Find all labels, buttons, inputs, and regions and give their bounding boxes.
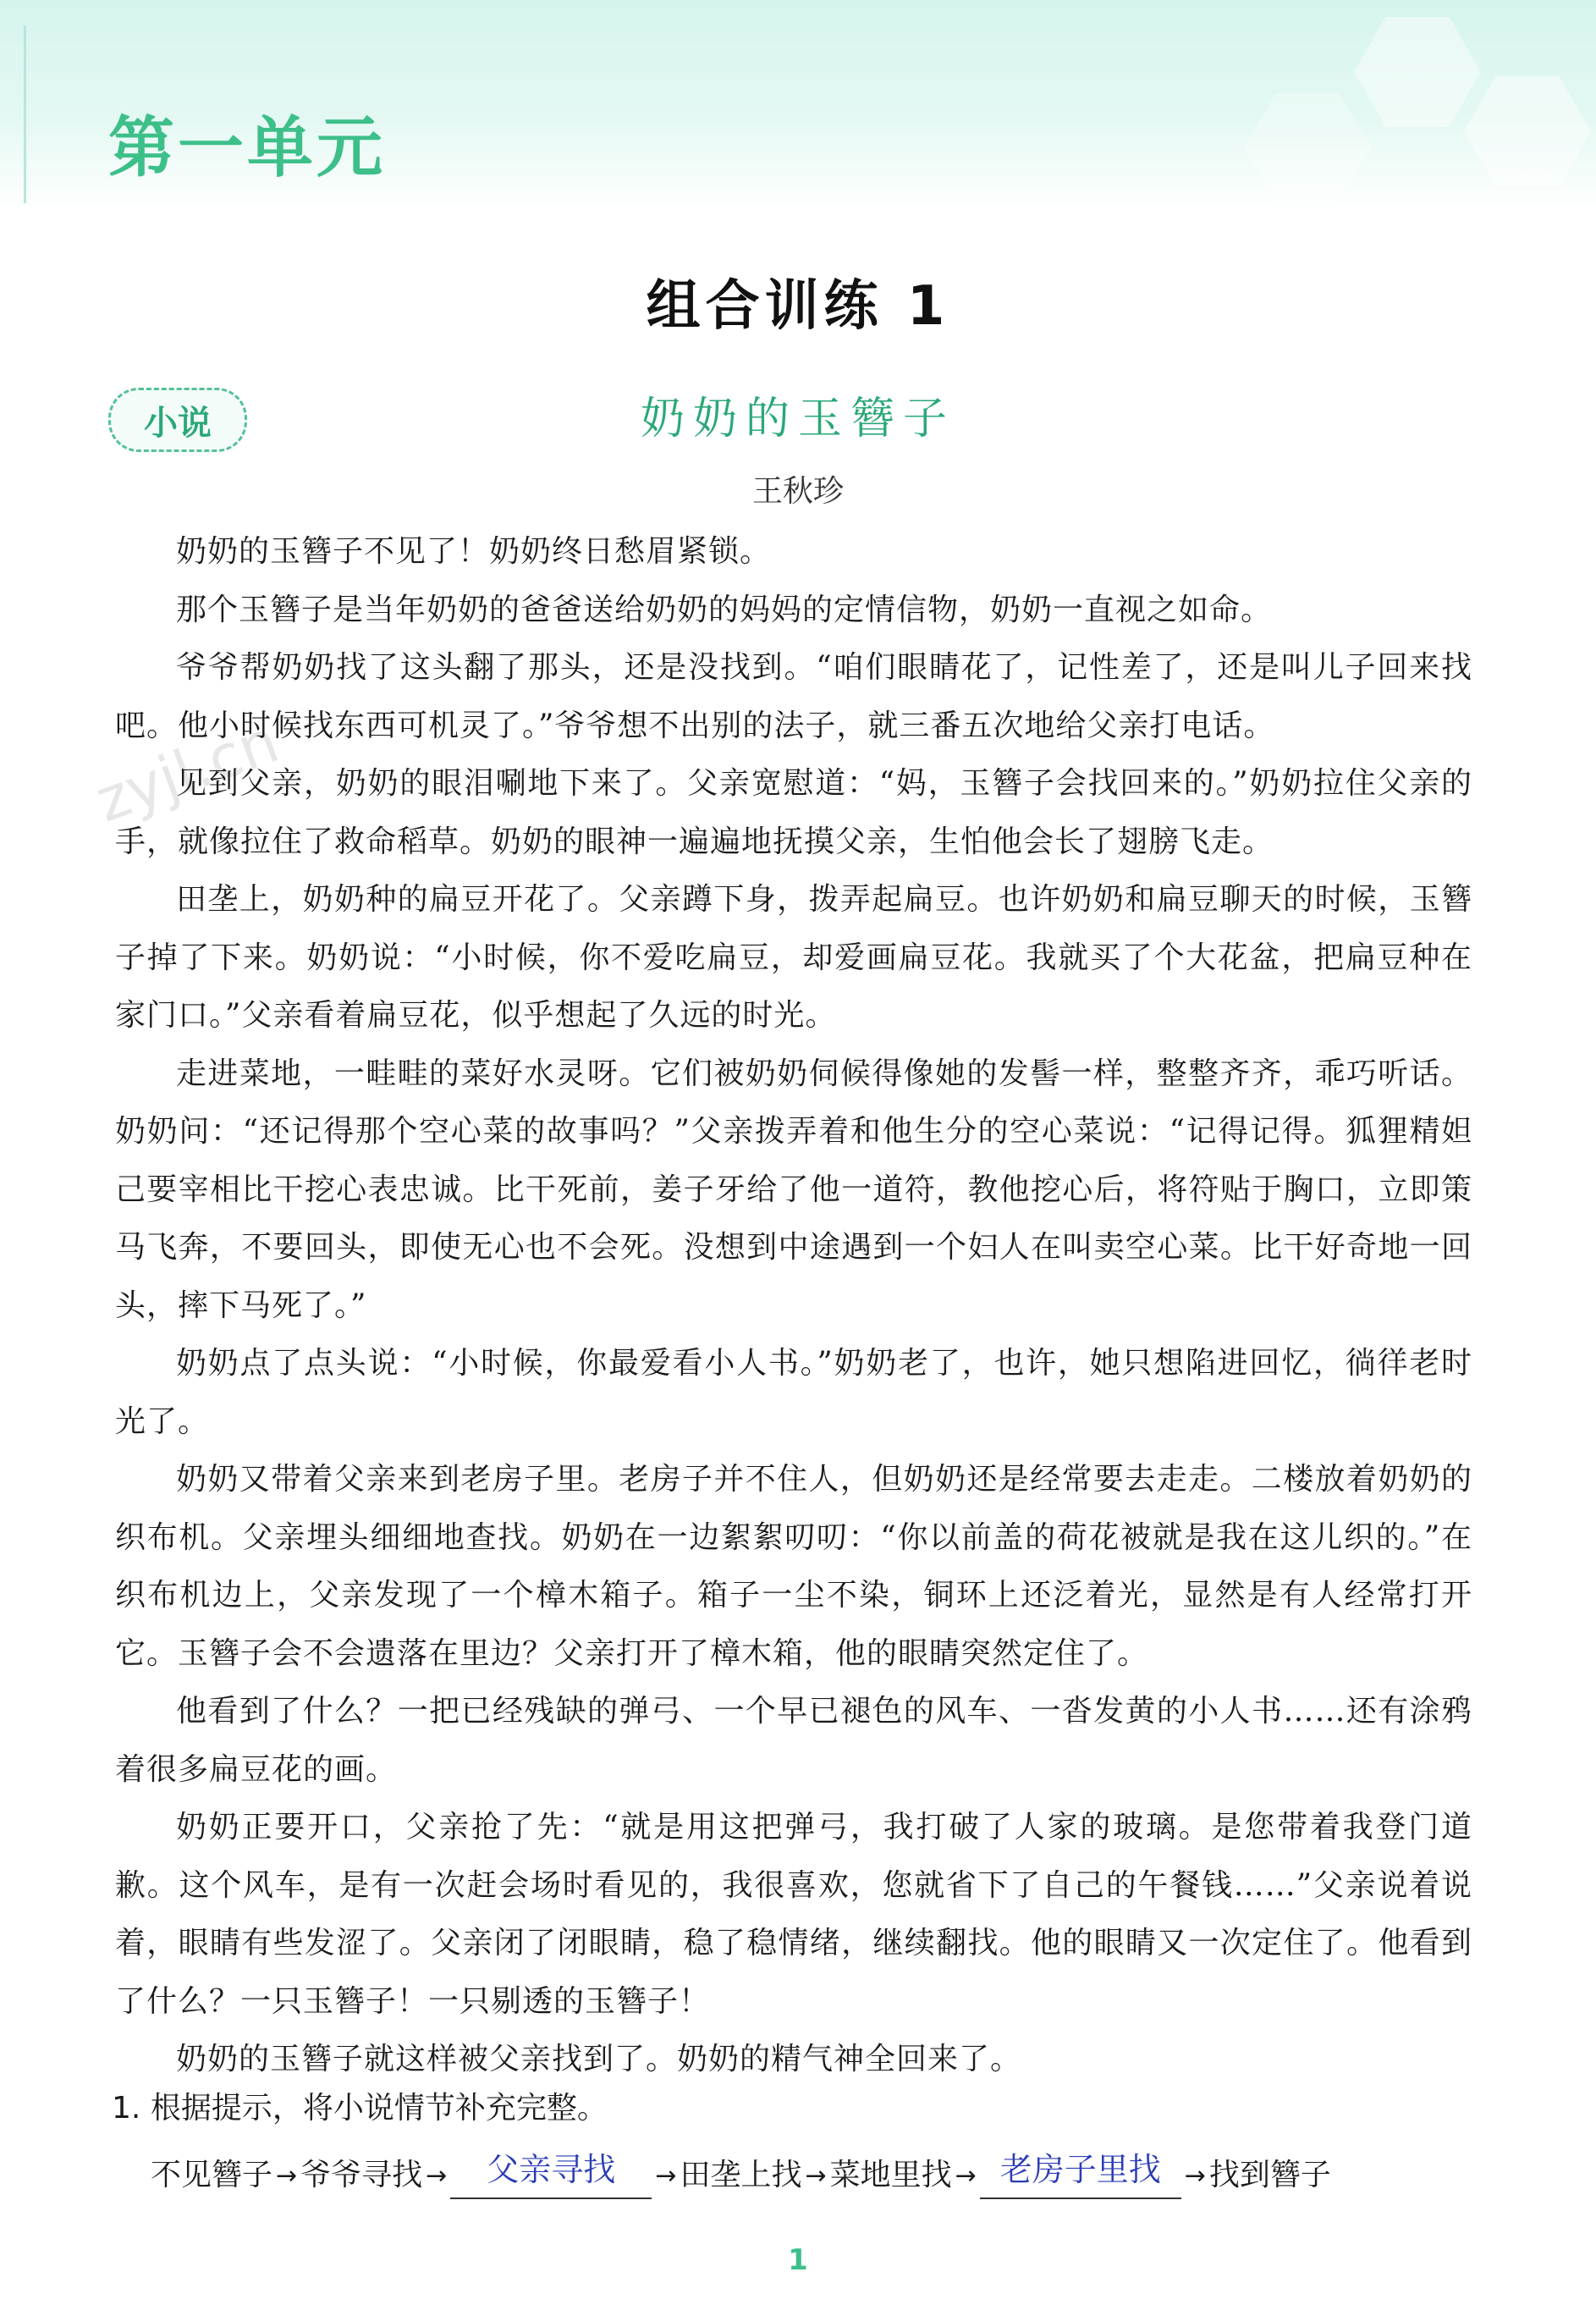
story-paragraph: 爷爷帮奶奶找了这头翻了那头，还是没找到。“咱们眼睛花了，记性差了，还是叫儿子回来找吧。他小时候找东西可机灵了。”爷爷想不出别的法子，就三番五次地给父亲打电话。 (115, 650, 1472, 743)
unit-title: 第一单元 (108, 110, 387, 186)
question-number: 1. (112, 2091, 141, 2126)
flow-step: 不见簪子 (151, 2158, 273, 2192)
handwritten-answer-2: 老房子里找 (999, 2153, 1161, 2188)
banner-hex-decoration (1244, 93, 1371, 203)
banner-edge-line (24, 25, 26, 203)
story-paragraph: 奶奶的玉簪子不见了！奶奶终日愁眉紧锁。 (176, 534, 772, 569)
story-paragraph: 见到父亲，奶奶的眼泪唰地下来了。父亲宽慰道：“妈，玉簪子会找回来的。”奶奶拉住父亲的手，就像拉住了救命稻草。奶奶的眼神一遍遍地抚摸父亲，生怕他会长了翅膀飞走。 (115, 766, 1472, 859)
story-paragraph: 奶奶点了点头说：“小时候，你最爱看小人书。”奶奶老了，也许，她只想陷进回忆，徜徉老时光了。 (115, 1346, 1472, 1439)
flow-step: 菜地里找 (829, 2158, 952, 2192)
story-paragraph: 他看到了什么？一把已经残缺的弹弓、一个早已褪色的风车、一沓发黄的小人书……还有涂鸦着很多扁豆花的画。 (115, 1694, 1472, 1787)
watermark: zyjl.cn (86, 706, 288, 836)
story-author: 王秋珍 (751, 474, 844, 509)
question-prompt: 根据提示，将小说情节补充完整。 (150, 2091, 608, 2126)
banner-hex-decoration (1464, 76, 1591, 186)
story-paragraph: 奶奶又带着父亲来到老房子里。老房子并不住人，但奶奶还是经常要去走走。二楼放着奶奶的织布机。父亲埋头细细地查找。奶奶在一边絮絮叨叨：“你以前盖的荷花被就是我在这儿织的。”在织布机边上，父亲发现了一个樟木箱子。箱子一尘不染，铜环上还泛着光，显然是有人经常打开它。玉簪子会不会遗落在里边？父亲打开了樟木箱，他的眼睛突然定住了。 (115, 1462, 1472, 1671)
flow-arrow: → (955, 2161, 977, 2191)
story-paragraph: 走进菜地，一畦畦的菜好水灵呀。它们被奶奶伺候得像她的发髻一样，整整齐齐，乖巧听话。奶奶问：“还记得那个空心菜的故事吗？”父亲拨弄着和他生分的空心菜说：“记得记得。狐狸精妲己要宰相比干挖心表忠诚。比干死前，姜子牙给了他一道符，教他挖心后，将符贴于胸口，立即策马飞奔，不要回头，即使无心也不会死。没想到中途遇到一个妇人在叫卖空心菜。比干好奇地一回头，摔下马死了。” (115, 1056, 1472, 1323)
answer-blank-1[interactable] (450, 2143, 652, 2199)
banner-hex-decoration (1354, 17, 1481, 127)
flow-step: 找到簪子 (1208, 2158, 1331, 2192)
story-paragraph: 奶奶的玉簪子就这样被父亲找到了。奶奶的精气神全回来了。 (176, 2042, 1022, 2076)
flow-step: 田垄上找 (680, 2158, 802, 2192)
handwritten-answer-1: 父亲寻找 (487, 2153, 616, 2188)
genre-tag-label: 小说 (144, 403, 212, 443)
flow-arrow: → (276, 2161, 298, 2191)
flow-arrow: → (426, 2161, 448, 2191)
lesson-title: 组合训练 1 (646, 275, 950, 338)
story-paragraph: 田垄上，奶奶种的扁豆开花了。父亲蹲下身，拨弄起扁豆。也许奶奶和扁豆聊天的时候，玉簪子掉了下来。奶奶说：“小时候，你不爱吃扁豆，却爱画扁豆花。我就买了个大花盆，把扁豆种在家门口。”父亲看着扁豆花，似乎想起了久远的时光。 (115, 882, 1472, 1033)
flow-arrow: → (805, 2161, 827, 2191)
flow-arrow: → (655, 2161, 677, 2191)
flow-arrow: → (1184, 2161, 1206, 2191)
answer-blank-2[interactable] (980, 2143, 1181, 2199)
plot-flow (151, 2140, 1505, 2199)
flow-step: 爷爷寻找 (300, 2158, 423, 2192)
story-paragraph: 奶奶正要开口，父亲抢了先：“就是用这把弹弓，我打破了人家的玻璃。是您带着我登门道歉。这个风车，是有一次赶会场时看见的，我很喜欢，您就省下了自己的午餐钱……”父亲说着说着，眼睛有些发涩了。父亲闭了闭眼睛，稳了稳情绪，继续翻找。他的眼睛又一次定住了。他看到了什么？一只玉簪子！一只剔透的玉簪子！ (115, 1810, 1472, 2019)
page-number: 1 (788, 2243, 808, 2277)
unit-banner (0, 0, 1596, 212)
question-1 (112, 2084, 608, 2127)
story-body (115, 523, 1472, 2089)
story-title: 奶奶的玉簪子 (640, 394, 955, 444)
story-paragraph: 那个玉簪子是当年奶奶的爸爸送给奶奶的妈妈的定情信物，奶奶一直视之如命。 (176, 592, 1273, 627)
